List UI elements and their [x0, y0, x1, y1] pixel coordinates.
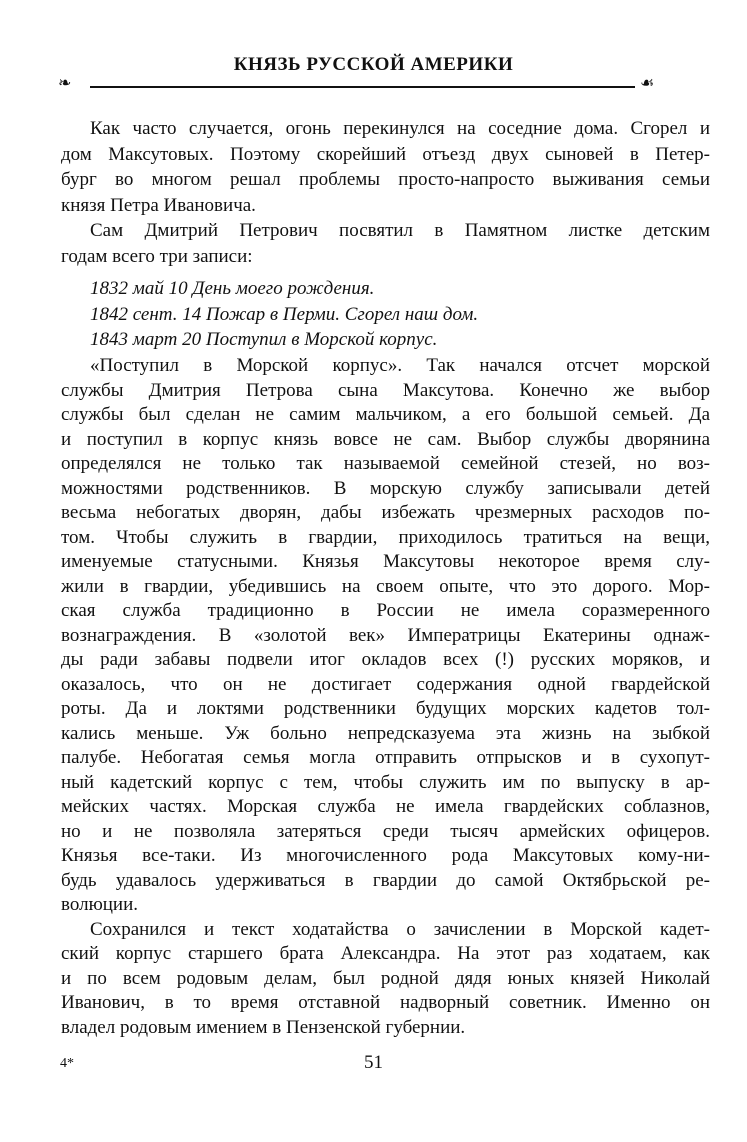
diary-records [61, 276, 710, 353]
text-line: вознаграждения. В «золотой век» Императрицы Екатерины однаж- [61, 624, 710, 646]
text-line: Сохранился и текст ходатайства о зачислении в Морской кадет- [90, 918, 710, 940]
text-line: Как часто случается, огонь перекинулся на соседние дома. Сгорел и [90, 118, 710, 139]
header-title: КНЯЗЬ РУССКОЙ АМЕРИКИ [233, 54, 514, 75]
signature-mark: 4* [60, 1056, 74, 1071]
diary-record: 1842 сент. 14 Пожар в Перми. Сгорел наш дом. [90, 303, 479, 325]
text-line: годам всего три записи: [61, 245, 253, 267]
text-line: «Поступил в Морской корпус». Так начался отсчет морской [90, 355, 710, 376]
text-line: службы был сделан не самим мальчиком, а его большой семьей. Да [61, 404, 710, 425]
text-line: ский корпус старшего брата Александра. На этот раз ходатаем, как [61, 943, 710, 964]
text-line: Князья все-таки. Из многочисленного рода Максутовых кому-ни- [61, 845, 710, 866]
text-line: кались меньше. Уж больно непредсказуема эта жизнь на зыбкой [61, 722, 710, 744]
text-line: дом Максутовых. Поэтому скорейший отъезд двух сыновей в Петер- [61, 143, 710, 165]
body-text-main [61, 354, 710, 1040]
diary-record: 1843 март 20 Поступил в Морской корпус. [90, 329, 438, 351]
diary-record: 1832 май 10 День моего рождения. [90, 278, 375, 299]
header-rule [90, 86, 635, 88]
text-line: волюции. [61, 894, 139, 915]
body-text-top [61, 116, 710, 270]
text-line: Сам Дмитрий Петрович посвятил в Памятном листке детским [90, 220, 710, 242]
text-line: палубе. Небогатая семья могла отправить отпрысков и в сухопут- [61, 747, 710, 768]
text-line: службы Дмитрия Петрова сына Максутова. Конечно же выбор [61, 379, 710, 401]
text-line: ская служба традиционно в России не имела соразмеренного [61, 600, 710, 621]
text-line: бург во многом решал проблемы просто-напросто выживания семьи [61, 169, 710, 191]
text-line: можностями родственников. В морскую службу записывали детей [61, 477, 710, 499]
text-line: ды ради забавы подвели итог окладов всех (!) русских моряков, и [61, 649, 710, 670]
text-line: Иванович, в то время отставной надворный советник. Именно он [61, 992, 710, 1013]
text-line: ный кадетский корпус с тем, чтобы служить им по выпуску в ар- [61, 771, 710, 793]
text-line: весьма небогатых дворян, дабы избежать чрезмерных расходов по- [61, 502, 710, 523]
text-line: владел родовым имением в Пензенской губернии. [61, 1016, 466, 1038]
text-line: определялся не только так называемой семейной стезей, но воз- [61, 453, 710, 474]
text-line: князя Петра Ивановича. [61, 194, 256, 216]
text-line: роты. Да и локтями родственники будущих морских кадетов тол- [61, 698, 710, 719]
text-line: жили в гвардии, убедившись на своем опыте, что это дорого. Мор- [61, 575, 710, 597]
page-number: 51 [364, 1052, 383, 1073]
text-line: будь удавалось удерживаться в гвардии до самой Октябрьской ре- [61, 869, 710, 891]
text-line: именуемые статусными. Князья Максутовы некоторое время слу- [61, 551, 710, 572]
text-line: том. Чтобы служить в гвардии, приходилось тратиться на вещи, [61, 526, 710, 548]
text-line: но и не позволяла затеряться среди тысяч армейских офицеров. [61, 820, 710, 842]
text-line: и поступил в корпус князь вовсе не сам. Выбор службы дворянина [61, 428, 710, 450]
ornament-right-icon: ☙ [640, 75, 655, 92]
text-line: оказалось, что он не достигает содержания одной гвардейской [61, 673, 710, 695]
text-line: и по всем родовым делам, был родной дядя юных князей Николай [61, 967, 710, 989]
ornament-left-icon: ❧ [58, 75, 72, 92]
text-line: мейских частях. Морская служба не имела гвардейских соблазнов, [61, 796, 710, 817]
